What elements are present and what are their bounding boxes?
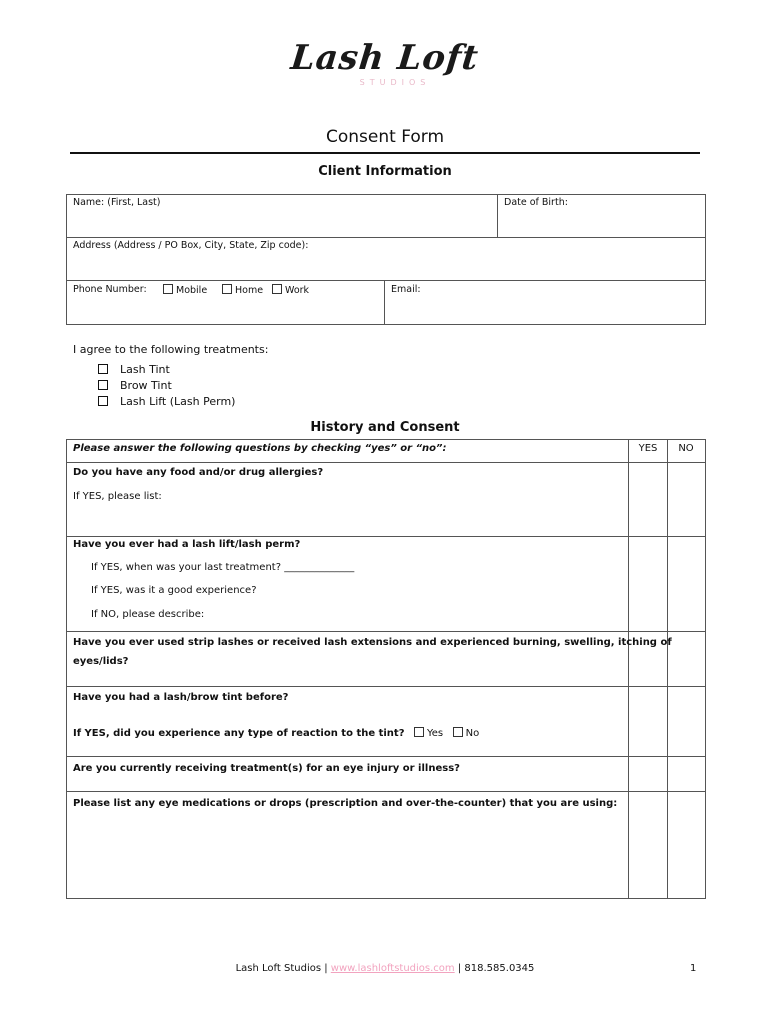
- q5-no-cell[interactable]: [668, 757, 704, 790]
- question-allergies-detail: If YES, please list:: [73, 491, 162, 502]
- title-divider: [70, 152, 700, 154]
- question-tint-before: Have you had a lash/brow tint before?: [73, 692, 289, 703]
- checkbox-icon[interactable]: [98, 364, 108, 374]
- email-field[interactable]: Email:: [391, 284, 421, 295]
- q4-yes-cell[interactable]: [629, 687, 667, 755]
- question-tint-reaction: If YES, did you experience any type of reaction to the tint? Yes No: [73, 728, 480, 739]
- question-lash-lift: Have you ever had a lash lift/lash perm?: [73, 539, 301, 550]
- q6-yes-cell[interactable]: [629, 792, 667, 897]
- question-eye-medications: Please list any eye medications or drops (prescription and over-the-counter) that you are using:: [73, 798, 618, 809]
- address-field[interactable]: Address (Address / PO Box, City, State, Zip code):: [73, 240, 309, 251]
- reaction-no-option[interactable]: No: [453, 728, 480, 739]
- row-divider: [66, 237, 706, 238]
- yes-column-header: YES: [638, 443, 658, 454]
- q1-yes-cell[interactable]: [629, 463, 667, 535]
- phone-option-mobile[interactable]: Mobile: [163, 284, 207, 296]
- question-lash-lift-experience: If YES, was it a good experience?: [91, 585, 257, 596]
- question-strip-lashes-cont: eyes/lids?: [73, 656, 129, 667]
- q1-no-cell[interactable]: [668, 463, 704, 535]
- row-divider: [66, 686, 706, 687]
- checkbox-icon[interactable]: [98, 380, 108, 390]
- question-allergies: Do you have any food and/or drug allergies?: [73, 467, 324, 478]
- history-instruction: Please answer the following questions by checking “yes” or “no”:: [73, 443, 447, 454]
- footer-company: Lash Loft Studios: [235, 963, 322, 974]
- reaction-yes-option[interactable]: Yes: [414, 728, 443, 739]
- question-lash-lift-last: If YES, when was your last treatment? ______________: [91, 562, 355, 573]
- footer-phone: 818.585.0345: [464, 963, 535, 974]
- phone-option-work[interactable]: Work: [272, 284, 309, 296]
- checkbox-icon[interactable]: [272, 284, 282, 294]
- checkbox-icon[interactable]: [414, 727, 424, 737]
- row-divider: [66, 280, 706, 281]
- q4-no-cell[interactable]: [668, 687, 704, 755]
- footer-website-link[interactable]: www.lashloftstudios.com: [330, 963, 455, 974]
- history-table-border: [66, 439, 706, 899]
- page-title: Consent Form: [325, 127, 445, 147]
- treatment-brow-tint[interactable]: Brow Tint: [98, 379, 172, 392]
- question-lash-lift-describe: If NO, please describe:: [91, 609, 205, 620]
- col-divider: [384, 280, 385, 324]
- q2-yes-cell[interactable]: [629, 537, 667, 630]
- row-divider: [66, 791, 706, 792]
- treatment-lash-tint[interactable]: Lash Tint: [98, 363, 170, 376]
- brand-logo: [0, 36, 770, 87]
- treatment-lash-lift[interactable]: Lash Lift (Lash Perm): [98, 395, 235, 408]
- q3-yes-cell[interactable]: [629, 632, 667, 685]
- logo-subtitle: STUDIOS: [359, 78, 431, 87]
- client-info-heading: Client Information: [318, 164, 452, 179]
- question-eye-injury: Are you currently receiving treatment(s) for an eye injury or illness?: [73, 763, 460, 774]
- logo-wordmark: Lash Loft: [289, 38, 481, 78]
- col-divider: [497, 194, 498, 237]
- phone-option-home[interactable]: Home: [222, 284, 263, 296]
- row-divider: [66, 462, 706, 463]
- page-number: 1: [690, 963, 697, 974]
- no-column-header: NO: [678, 443, 694, 454]
- name-field[interactable]: Name: (First, Last): [73, 197, 161, 208]
- client-info-border: [66, 194, 706, 325]
- checkbox-icon[interactable]: [98, 396, 108, 406]
- row-divider: [66, 756, 706, 757]
- checkbox-icon[interactable]: [453, 727, 463, 737]
- checkbox-icon[interactable]: [222, 284, 232, 294]
- dob-field[interactable]: Date of Birth:: [504, 197, 568, 208]
- history-heading: History and Consent: [310, 420, 460, 435]
- q6-no-cell[interactable]: [668, 792, 704, 897]
- phone-field[interactable]: Phone Number:: [73, 284, 147, 295]
- q5-yes-cell[interactable]: [629, 757, 667, 790]
- row-divider: [66, 536, 706, 537]
- treatments-intro: I agree to the following treatments:: [73, 343, 269, 356]
- page-footer: Lash Loft Studios | www.lashloftstudios.com | 818.585.0345: [235, 963, 535, 974]
- q2-no-cell[interactable]: [668, 537, 704, 630]
- q3-no-cell[interactable]: [668, 632, 704, 685]
- question-strip-lashes: Have you ever used strip lashes or received lash extensions and experienced burning, swelling, itching of: [73, 637, 672, 648]
- checkbox-icon[interactable]: [163, 284, 173, 294]
- row-divider: [66, 631, 706, 632]
